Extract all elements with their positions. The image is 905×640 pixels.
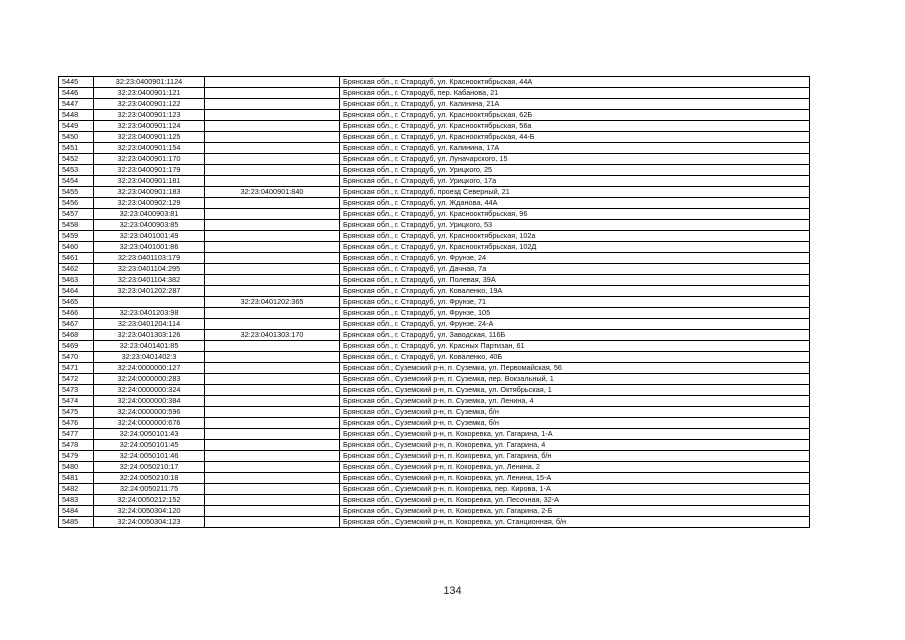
address-cell: Брянская обл., г. Стародуб, ул. Краснооктябрьская, 44А — [340, 77, 810, 88]
address-cell: Брянская обл., г. Стародуб, ул. Краснооктябрьская, 62Б — [340, 110, 810, 121]
previous-cadastral-number-cell — [205, 77, 340, 88]
previous-cadastral-number-cell — [205, 396, 340, 407]
table-row — [59, 77, 810, 88]
row-number-cell: 5460 — [59, 242, 94, 253]
table-row — [59, 253, 810, 264]
row-number-cell: 5459 — [59, 231, 94, 242]
table-row — [59, 385, 810, 396]
address-cell: Брянская обл., г. Стародуб, ул. Краснооктябрьская, 44-Б — [340, 132, 810, 143]
address-cell: Брянская обл., Суземский р-н, п. Кокоревка, пер. Кирова, 1-А — [340, 484, 810, 495]
address-cell: Брянская обл., г. Стародуб, ул. Красных Партизан, 61 — [340, 341, 810, 352]
cadastral-number-cell: 32:23:0400901:181 — [94, 176, 205, 187]
row-number-cell: 5451 — [59, 143, 94, 154]
address-cell: Брянская обл., г. Стародуб, ул. Заводская, 116Б — [340, 330, 810, 341]
previous-cadastral-number-cell — [205, 352, 340, 363]
cadastral-number-cell: 32:24:0000000:384 — [94, 396, 205, 407]
row-number-cell: 5466 — [59, 308, 94, 319]
row-number-cell: 5458 — [59, 220, 94, 231]
previous-cadastral-number-cell: 32:23:0401202:365 — [205, 297, 340, 308]
row-number-cell: 5449 — [59, 121, 94, 132]
cadastral-number-cell: 32:23:0401104:295 — [94, 264, 205, 275]
table-row — [59, 99, 810, 110]
previous-cadastral-number-cell — [205, 286, 340, 297]
previous-cadastral-number-cell — [205, 231, 340, 242]
table-row — [59, 121, 810, 132]
table-row — [59, 407, 810, 418]
previous-cadastral-number-cell — [205, 517, 340, 528]
address-cell: Брянская обл., г. Стародуб, ул. Калинина, 17А — [340, 143, 810, 154]
table-row — [59, 297, 810, 308]
cadastral-number-cell: 32:23:0400901:154 — [94, 143, 205, 154]
row-number-cell: 5463 — [59, 275, 94, 286]
cadastral-number-cell: 32:23:0400901:125 — [94, 132, 205, 143]
previous-cadastral-number-cell — [205, 341, 340, 352]
cadastral-number-cell: 32:24:0000000:676 — [94, 418, 205, 429]
previous-cadastral-number-cell — [205, 374, 340, 385]
row-number-cell: 5453 — [59, 165, 94, 176]
previous-cadastral-number-cell: 32:23:0401303:170 — [205, 330, 340, 341]
address-cell: Брянская обл., Суземский р-н, п. Суземка, ул. Октябрьская, 1 — [340, 385, 810, 396]
table-row — [59, 418, 810, 429]
previous-cadastral-number-cell — [205, 385, 340, 396]
row-number-cell: 5474 — [59, 396, 94, 407]
address-cell: Брянская обл., Суземский р-н, п. Суземка, б/н — [340, 407, 810, 418]
cadastral-number-cell: 32:24:0000000:324 — [94, 385, 205, 396]
row-number-cell: 5481 — [59, 473, 94, 484]
address-cell: Брянская обл., Суземский р-н, п. Кокоревка, ул. Станционная, б/н — [340, 517, 810, 528]
previous-cadastral-number-cell — [205, 110, 340, 121]
row-number-cell: 5476 — [59, 418, 94, 429]
address-cell: Брянская обл., г. Стародуб, ул. Полевая, 39А — [340, 275, 810, 286]
previous-cadastral-number-cell — [205, 198, 340, 209]
row-number-cell: 5446 — [59, 88, 94, 99]
address-cell: Брянская обл., г. Стародуб, ул. Фрунзе, 71 — [340, 297, 810, 308]
table-row — [59, 341, 810, 352]
previous-cadastral-number-cell — [205, 99, 340, 110]
row-number-cell: 5456 — [59, 198, 94, 209]
cadastral-number-cell — [94, 297, 205, 308]
address-cell: Брянская обл., г. Стародуб, ул. Урицкого, 53 — [340, 220, 810, 231]
previous-cadastral-number-cell — [205, 253, 340, 264]
row-number-cell: 5447 — [59, 99, 94, 110]
table-row — [59, 473, 810, 484]
previous-cadastral-number-cell — [205, 121, 340, 132]
cadastral-number-cell: 32:23:0401103:179 — [94, 253, 205, 264]
row-number-cell: 5468 — [59, 330, 94, 341]
table-row — [59, 231, 810, 242]
row-number-cell: 5483 — [59, 495, 94, 506]
property-registry-table — [58, 76, 810, 528]
previous-cadastral-number-cell — [205, 209, 340, 220]
address-cell: Брянская обл., Суземский р-н, п. Суземка, пер. Вокзальный, 1 — [340, 374, 810, 385]
table-row — [59, 275, 810, 286]
previous-cadastral-number-cell — [205, 484, 340, 495]
table-row — [59, 462, 810, 473]
table-row — [59, 374, 810, 385]
address-cell: Брянская обл., Суземский р-н, п. Кокоревка, ул. Гагарина, б/н — [340, 451, 810, 462]
previous-cadastral-number-cell — [205, 176, 340, 187]
cadastral-number-cell: 32:23:0401203:98 — [94, 308, 205, 319]
cadastral-number-cell: 32:23:0400903:85 — [94, 220, 205, 231]
cadastral-number-cell: 32:24:0000000:127 — [94, 363, 205, 374]
page-number: 134 — [443, 585, 462, 597]
table-row — [59, 220, 810, 231]
address-cell: Брянская обл., г. Стародуб, ул. Луначарского, 15 — [340, 154, 810, 165]
cadastral-number-cell: 32:23:0401001:86 — [94, 242, 205, 253]
cadastral-number-cell: 32:23:0400901:121 — [94, 88, 205, 99]
row-number-cell: 5485 — [59, 517, 94, 528]
previous-cadastral-number-cell — [205, 132, 340, 143]
cadastral-number-cell: 32:23:0401204:114 — [94, 319, 205, 330]
address-cell: Брянская обл., г. Стародуб, ул. Краснооктябрьская, 102а — [340, 231, 810, 242]
table-row — [59, 88, 810, 99]
cadastral-number-cell: 32:23:0400901:123 — [94, 110, 205, 121]
previous-cadastral-number-cell — [205, 220, 340, 231]
cadastral-number-cell: 32:23:0401001:49 — [94, 231, 205, 242]
cadastral-number-cell: 32:23:0400901:179 — [94, 165, 205, 176]
cadastral-number-cell: 32:23:0400901:170 — [94, 154, 205, 165]
address-cell: Брянская обл., г. Стародуб, ул. Фрунзе, 24-А — [340, 319, 810, 330]
cadastral-number-cell: 32:24:0050101:46 — [94, 451, 205, 462]
cadastral-number-cell: 32:24:0050101:43 — [94, 429, 205, 440]
row-number-cell: 5472 — [59, 374, 94, 385]
row-number-cell: 5475 — [59, 407, 94, 418]
cadastral-number-cell: 32:24:0050210:18 — [94, 473, 205, 484]
address-cell: Брянская обл., Суземский р-н, п. Суземка, ул. Первомайская, 56 — [340, 363, 810, 374]
cadastral-number-cell: 32:23:0401202:287 — [94, 286, 205, 297]
table-row — [59, 440, 810, 451]
previous-cadastral-number-cell — [205, 264, 340, 275]
row-number-cell: 5479 — [59, 451, 94, 462]
row-number-cell: 5480 — [59, 462, 94, 473]
previous-cadastral-number-cell — [205, 462, 340, 473]
previous-cadastral-number-cell — [205, 154, 340, 165]
address-cell: Брянская обл., Суземский р-н, п. Суземка, ул. Ленина, 4 — [340, 396, 810, 407]
table-row — [59, 352, 810, 363]
previous-cadastral-number-cell — [205, 165, 340, 176]
cadastral-number-cell: 32:24:0050212:152 — [94, 495, 205, 506]
row-number-cell: 5471 — [59, 363, 94, 374]
row-number-cell: 5445 — [59, 77, 94, 88]
address-cell: Брянская обл., Суземский р-н, п. Кокоревка, ул. Гагарина, 4 — [340, 440, 810, 451]
table-row — [59, 330, 810, 341]
row-number-cell: 5462 — [59, 264, 94, 275]
cadastral-number-cell: 32:23:0401303:126 — [94, 330, 205, 341]
table-row — [59, 143, 810, 154]
table-row — [59, 286, 810, 297]
address-cell: Брянская обл., Суземский р-н, п. Суземка, б/н — [340, 418, 810, 429]
row-number-cell: 5455 — [59, 187, 94, 198]
address-cell: Брянская обл., г. Стародуб, ул. Калинина, 21А — [340, 99, 810, 110]
table-body — [59, 77, 810, 528]
previous-cadastral-number-cell — [205, 407, 340, 418]
cadastral-number-cell: 32:24:0000000:283 — [94, 374, 205, 385]
address-cell: Брянская обл., г. Стародуб, ул. Фрунзе, 24 — [340, 253, 810, 264]
table-row — [59, 264, 810, 275]
cadastral-number-cell: 32:24:0050304:120 — [94, 506, 205, 517]
table-row — [59, 319, 810, 330]
row-number-cell: 5484 — [59, 506, 94, 517]
address-cell: Брянская обл., Суземский р-н, п. Кокоревка, ул. Песочная, 32-А — [340, 495, 810, 506]
address-cell: Брянская обл., г. Стародуб, ул. Фрунзе, 105 — [340, 308, 810, 319]
table-row — [59, 517, 810, 528]
row-number-cell: 5467 — [59, 319, 94, 330]
cadastral-number-cell: 32:23:0400901:122 — [94, 99, 205, 110]
address-cell: Брянская обл., г. Стародуб, ул. Дачная, 7а — [340, 264, 810, 275]
cadastral-number-cell: 32:24:0050211:75 — [94, 484, 205, 495]
row-number-cell: 5469 — [59, 341, 94, 352]
row-number-cell: 5461 — [59, 253, 94, 264]
cadastral-number-cell: 32:23:0400901:1124 — [94, 77, 205, 88]
row-number-cell: 5464 — [59, 286, 94, 297]
address-cell: Брянская обл., г. Стародуб, ул. Краснооктябрьская, 56а — [340, 121, 810, 132]
row-number-cell: 5470 — [59, 352, 94, 363]
row-number-cell: 5457 — [59, 209, 94, 220]
row-number-cell: 5478 — [59, 440, 94, 451]
address-cell: Брянская обл., Суземский р-н, п. Кокоревка, ул. Гагарина, 1-А — [340, 429, 810, 440]
cadastral-number-cell: 32:24:0050210:17 — [94, 462, 205, 473]
table-row — [59, 429, 810, 440]
row-number-cell: 5465 — [59, 297, 94, 308]
table-row — [59, 242, 810, 253]
row-number-cell: 5454 — [59, 176, 94, 187]
cadastral-number-cell: 32:23:0401104:382 — [94, 275, 205, 286]
previous-cadastral-number-cell — [205, 418, 340, 429]
table-row — [59, 110, 810, 121]
previous-cadastral-number-cell — [205, 275, 340, 286]
address-cell: Брянская обл., г. Стародуб, ул. Урицкого, 17а — [340, 176, 810, 187]
cadastral-number-cell: 32:24:0000000:596 — [94, 407, 205, 418]
address-cell: Брянская обл., г. Стародуб, пер. Кабанова, 21 — [340, 88, 810, 99]
address-cell: Брянская обл., Суземский р-н, п. Кокоревка, ул. Ленина, 15-А — [340, 473, 810, 484]
previous-cadastral-number-cell — [205, 440, 340, 451]
address-cell: Брянская обл., г. Стародуб, ул. Краснооктябрьская, 96 — [340, 209, 810, 220]
row-number-cell: 5448 — [59, 110, 94, 121]
table-row — [59, 132, 810, 143]
table-row — [59, 176, 810, 187]
table-row — [59, 506, 810, 517]
previous-cadastral-number-cell — [205, 495, 340, 506]
cadastral-number-cell: 32:23:0401402:3 — [94, 352, 205, 363]
address-cell: Брянская обл., г. Стародуб, проезд Северный, 21 — [340, 187, 810, 198]
cadastral-number-cell: 32:23:0400903:81 — [94, 209, 205, 220]
address-cell: Брянская обл., Суземский р-н, п. Кокоревка, ул. Ленина, 2 — [340, 462, 810, 473]
cadastral-number-cell: 32:24:0050304:123 — [94, 517, 205, 528]
row-number-cell: 5477 — [59, 429, 94, 440]
cadastral-number-cell: 32:23:0400902:129 — [94, 198, 205, 209]
row-number-cell: 5473 — [59, 385, 94, 396]
previous-cadastral-number-cell — [205, 429, 340, 440]
previous-cadastral-number-cell: 32:23:0400901:840 — [205, 187, 340, 198]
address-cell: Брянская обл., г. Стародуб, ул. Коваленко, 40Б — [340, 352, 810, 363]
address-cell: Брянская обл., г. Стародуб, ул. Урицкого, 25 — [340, 165, 810, 176]
table-row — [59, 308, 810, 319]
table-row — [59, 451, 810, 462]
table-row — [59, 209, 810, 220]
table-row — [59, 484, 810, 495]
row-number-cell: 5482 — [59, 484, 94, 495]
address-cell: Брянская обл., г. Стародуб, ул. Жданова, 44А — [340, 198, 810, 209]
table-row — [59, 165, 810, 176]
table-row — [59, 396, 810, 407]
row-number-cell: 5452 — [59, 154, 94, 165]
previous-cadastral-number-cell — [205, 319, 340, 330]
previous-cadastral-number-cell — [205, 451, 340, 462]
table-row — [59, 187, 810, 198]
table-row — [59, 495, 810, 506]
cadastral-number-cell: 32:23:0400901:183 — [94, 187, 205, 198]
address-cell: Брянская обл., г. Стародуб, ул. Краснооктябрьская, 102Д — [340, 242, 810, 253]
cadastral-number-cell: 32:24:0050101:45 — [94, 440, 205, 451]
previous-cadastral-number-cell — [205, 473, 340, 484]
previous-cadastral-number-cell — [205, 308, 340, 319]
previous-cadastral-number-cell — [205, 88, 340, 99]
address-cell: Брянская обл., г. Стародуб, ул. Коваленко, 19А — [340, 286, 810, 297]
address-cell: Брянская обл., Суземский р-н, п. Кокоревка, ул. Гагарина, 2-Б — [340, 506, 810, 517]
previous-cadastral-number-cell — [205, 242, 340, 253]
table-row — [59, 198, 810, 209]
cadastral-number-cell: 32:23:0401401:85 — [94, 341, 205, 352]
table-row — [59, 363, 810, 374]
cadastral-number-cell: 32:23:0400901:124 — [94, 121, 205, 132]
table-row — [59, 154, 810, 165]
previous-cadastral-number-cell — [205, 363, 340, 374]
row-number-cell: 5450 — [59, 132, 94, 143]
previous-cadastral-number-cell — [205, 506, 340, 517]
previous-cadastral-number-cell — [205, 143, 340, 154]
